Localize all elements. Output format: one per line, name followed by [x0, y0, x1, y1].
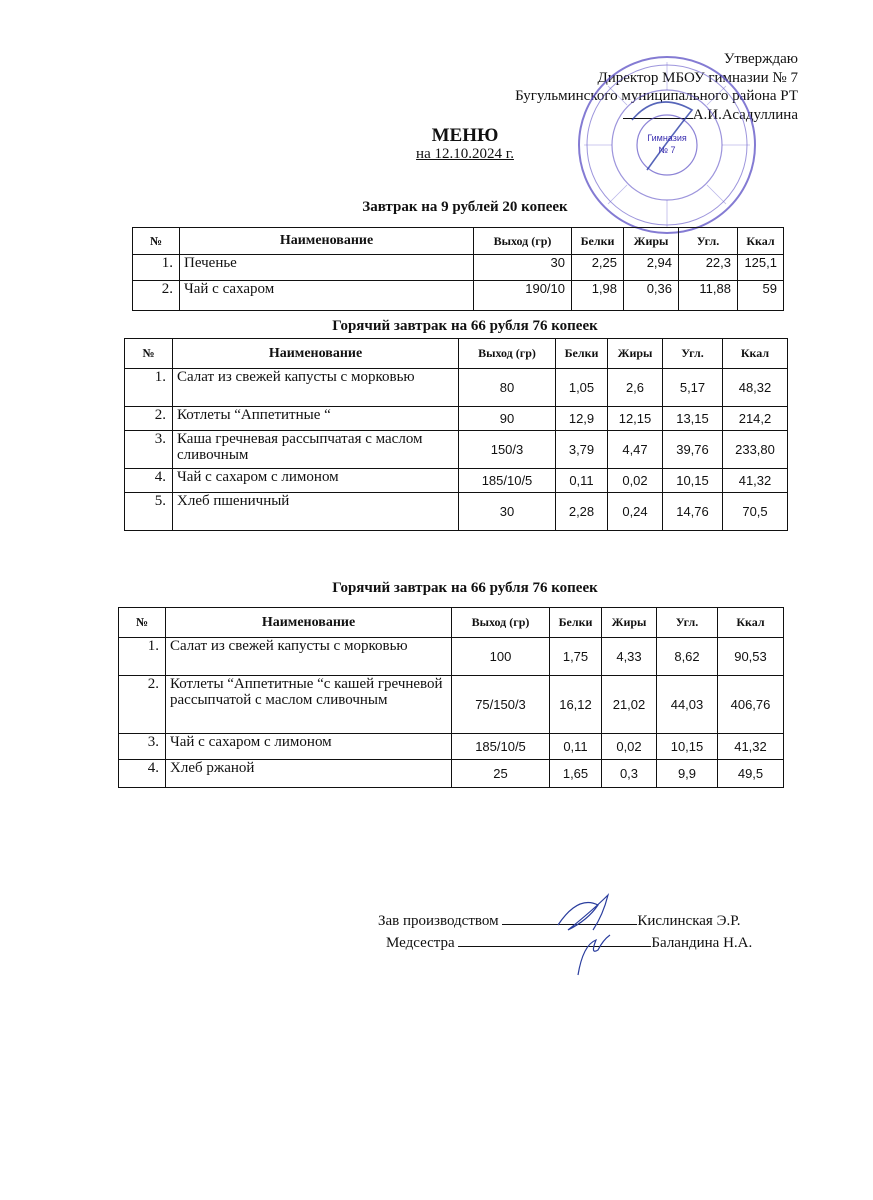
nurse-label: Медсестра [386, 935, 455, 951]
row-fat: 2,94 [624, 255, 679, 281]
page-title: МЕНЮ [431, 125, 499, 146]
col-fat: Жиры [608, 339, 663, 369]
row-yield: 30 [474, 255, 572, 281]
table-3 [118, 607, 784, 788]
table-row [133, 281, 784, 311]
row-protein: 12,9 [556, 407, 608, 431]
approval-line-3: Бугульминского муниципального района РТ [515, 88, 798, 104]
row-kcal: 214,2 [723, 407, 788, 431]
row-fat: 4,47 [608, 431, 663, 469]
table-row [125, 407, 788, 431]
stamp-text-1: Гимназия [647, 133, 687, 143]
row-name: Чай с сахаром с лимоном [166, 734, 452, 760]
table-row [119, 734, 784, 760]
approval-line-4: А.И.Асадуллина [515, 106, 798, 125]
table-row [125, 431, 788, 469]
row-name: Печенье [180, 255, 474, 281]
table-header [133, 228, 784, 255]
row-protein: 2,28 [556, 493, 608, 531]
row-carbs: 44,03 [657, 676, 718, 734]
col-num: № [133, 228, 180, 255]
table-2-caption: Горячий завтрак на 66 рубля 76 копеек [332, 318, 598, 334]
production-label: Зав производством [378, 913, 499, 929]
row-name: Хлеб пшеничный [173, 493, 459, 531]
nurse-name: Баландина Н.А. [651, 935, 753, 951]
col-name: Наименование [166, 608, 452, 638]
row-num: 2. [133, 281, 180, 311]
row-kcal: 233,80 [723, 431, 788, 469]
approval-line-2: Директор МБОУ гимназии № 7 [597, 69, 798, 86]
row-yield: 75/150/3 [452, 676, 550, 734]
col-kcal: Ккал [723, 339, 788, 369]
row-protein: 1,65 [550, 760, 602, 788]
col-protein: Белки [550, 608, 602, 638]
row-kcal: 125,1 [738, 255, 784, 281]
row-fat: 0,3 [602, 760, 657, 788]
row-protein: 1,75 [550, 638, 602, 676]
table-row [119, 638, 784, 676]
table-header [125, 339, 788, 369]
row-num: 1. [125, 369, 173, 407]
row-name: Салат из свежей капусты с морковью [166, 638, 452, 676]
row-carbs: 8,62 [657, 638, 718, 676]
row-num: 5. [125, 493, 173, 531]
row-num: 1. [119, 638, 166, 676]
col-carbs: Угл. [679, 228, 738, 255]
col-protein: Белки [556, 339, 608, 369]
row-name: Чай с сахаром с лимоном [173, 469, 459, 493]
stamp-text-2: № 7 [658, 145, 676, 155]
row-num: 2. [119, 676, 166, 734]
row-kcal: 406,76 [718, 676, 784, 734]
col-fat: Жиры [624, 228, 679, 255]
col-carbs: Угл. [663, 339, 723, 369]
col-yield: Выход (гр) [474, 228, 572, 255]
row-num: 3. [125, 431, 173, 469]
col-protein: Белки [572, 228, 624, 255]
col-name: Наименование [173, 339, 459, 369]
row-num: 2. [125, 407, 173, 431]
row-protein: 1,98 [572, 281, 624, 311]
row-num: 3. [119, 734, 166, 760]
table-header [119, 608, 784, 638]
row-kcal: 49,5 [718, 760, 784, 788]
row-carbs: 13,15 [663, 407, 723, 431]
col-num: № [125, 339, 173, 369]
handwritten-signature [548, 885, 638, 980]
menu-date: на 12.10.2024 г. [416, 146, 514, 162]
col-name: Наименование [180, 228, 474, 255]
col-kcal: Ккал [738, 228, 784, 255]
row-name: Хлеб ржаной [166, 760, 452, 788]
row-fat: 21,02 [602, 676, 657, 734]
row-kcal: 41,32 [718, 734, 784, 760]
row-name: Котлеты “Аппетитные “ [173, 407, 459, 431]
table-1 [132, 227, 784, 311]
row-yield: 185/10/5 [459, 469, 556, 493]
table-row [119, 760, 784, 788]
table-row [125, 469, 788, 493]
row-fat: 0,36 [624, 281, 679, 311]
row-fat: 0,24 [608, 493, 663, 531]
row-kcal: 90,53 [718, 638, 784, 676]
col-fat: Жиры [602, 608, 657, 638]
row-yield: 25 [452, 760, 550, 788]
row-carbs: 11,88 [679, 281, 738, 311]
approval-line-1: Утверждаю [723, 51, 798, 67]
row-protein: 16,12 [550, 676, 602, 734]
col-kcal: Ккал [718, 608, 784, 638]
row-protein: 0,11 [550, 734, 602, 760]
row-name: Каша гречневая рассыпчатая с маслом сливочным [173, 431, 459, 469]
row-carbs: 10,15 [657, 734, 718, 760]
row-carbs: 39,76 [663, 431, 723, 469]
col-yield: Выход (гр) [452, 608, 550, 638]
row-yield: 185/10/5 [452, 734, 550, 760]
row-yield: 100 [452, 638, 550, 676]
row-carbs: 22,3 [679, 255, 738, 281]
row-kcal: 59 [738, 281, 784, 311]
row-carbs: 9,9 [657, 760, 718, 788]
table-3-caption: Горячий завтрак на 66 рубля 76 копеек [332, 580, 598, 596]
col-num: № [119, 608, 166, 638]
row-carbs: 14,76 [663, 493, 723, 531]
table-row [133, 255, 784, 281]
table-row [125, 493, 788, 531]
row-yield: 30 [459, 493, 556, 531]
row-fat: 4,33 [602, 638, 657, 676]
col-carbs: Угл. [657, 608, 718, 638]
col-yield: Выход (гр) [459, 339, 556, 369]
row-carbs: 5,17 [663, 369, 723, 407]
row-protein: 0,11 [556, 469, 608, 493]
table-2 [124, 338, 788, 531]
row-yield: 150/3 [459, 431, 556, 469]
row-kcal: 48,32 [723, 369, 788, 407]
row-num: 4. [125, 469, 173, 493]
row-protein: 3,79 [556, 431, 608, 469]
row-kcal: 41,32 [723, 469, 788, 493]
row-protein: 2,25 [572, 255, 624, 281]
row-fat: 2,6 [608, 369, 663, 407]
row-num: 1. [133, 255, 180, 281]
row-fat: 12,15 [608, 407, 663, 431]
row-name: Котлеты “Аппетитные “с кашей гречневой рассыпчатой с маслом сливочным [166, 676, 452, 734]
table-1-caption: Завтрак на 9 рублей 20 копеек [362, 199, 568, 215]
row-name: Салат из свежей капусты с морковью [173, 369, 459, 407]
row-protein: 1,05 [556, 369, 608, 407]
row-num: 4. [119, 760, 166, 788]
table-row [119, 676, 784, 734]
row-yield: 80 [459, 369, 556, 407]
row-carbs: 10,15 [663, 469, 723, 493]
row-kcal: 70,5 [723, 493, 788, 531]
row-fat: 0,02 [602, 734, 657, 760]
row-yield: 90 [459, 407, 556, 431]
production-name: Кислинская Э.Р. [637, 913, 741, 929]
row-name: Чай с сахаром [180, 281, 474, 311]
row-fat: 0,02 [608, 469, 663, 493]
row-yield: 190/10 [474, 281, 572, 311]
table-row [125, 369, 788, 407]
